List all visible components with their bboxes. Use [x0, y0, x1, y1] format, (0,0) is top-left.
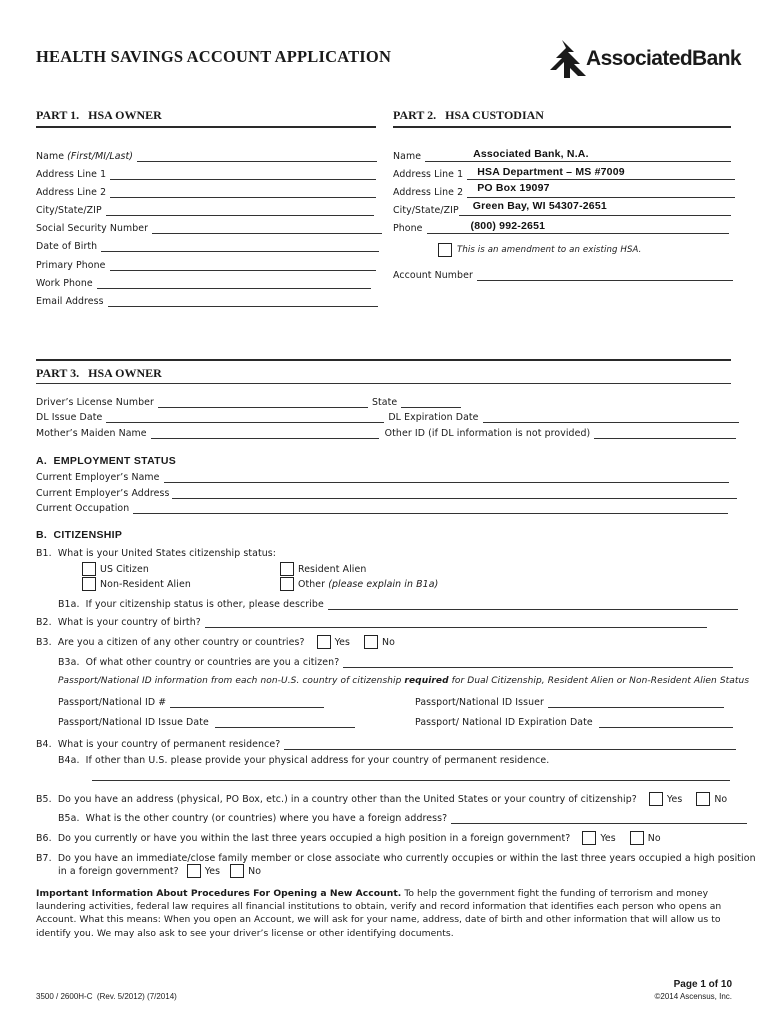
custodian-address2-label: Address Line 2: [393, 187, 464, 198]
employer-name-field[interactable]: [164, 472, 729, 483]
b1a-field[interactable]: [328, 599, 738, 610]
owner-work-phone-field[interactable]: [97, 278, 371, 289]
custodian-name-label: Name: [393, 151, 422, 162]
custodian-address1-field[interactable]: [467, 166, 735, 180]
b3-no-checkbox[interactable]: [364, 635, 378, 649]
passport-exp-date-field[interactable]: [599, 717, 733, 728]
b2-field[interactable]: [205, 617, 707, 628]
maiden-name-field[interactable]: [151, 428, 379, 439]
account-number-label: Account Number: [393, 270, 473, 281]
amendment-label: This is an amendment to an existing HSA.: [457, 245, 642, 255]
b2-question: B2. What is your country of birth?: [36, 617, 201, 628]
b5-no-checkbox[interactable]: [696, 792, 710, 806]
b6-yes-label: Yes: [600, 832, 616, 844]
owner-address2-field[interactable]: [110, 187, 376, 198]
owner-email-label: Email Address: [36, 296, 104, 307]
owner-name-label: Name (First/MI/Last): [36, 151, 134, 162]
b3-yes-checkbox[interactable]: [317, 635, 331, 649]
dl-issue-label: DL Issue Date: [36, 412, 103, 423]
b7-yes-checkbox[interactable]: [187, 864, 201, 878]
passport-note: Passport/National ID information from each non-U.S. country of citizenship required for Dual Citizenship, Resident Alien or Non-Resident Alien Status: [58, 676, 750, 686]
owner-primary-phone-label: Primary Phone: [36, 260, 106, 271]
dl-number-field[interactable]: [158, 397, 368, 408]
owner-ssn-field[interactable]: [152, 223, 382, 234]
passport-note-required: required: [404, 676, 449, 686]
custodian-address1-label: Address Line 1: [393, 169, 464, 180]
b7-no-label: No: [248, 865, 262, 877]
b3a-question: B3a. Of what other country or countries are you a citizen?: [58, 657, 340, 668]
employer-address-label: Current Employer’s Address: [36, 488, 170, 499]
non-resident-checkbox[interactable]: [82, 577, 96, 591]
notice-heading: Important Information About Procedures For Opening a New Account.: [36, 888, 402, 899]
employment-heading: A. EMPLOYMENT STATUS: [36, 455, 177, 467]
dl-number-label: Driver’s License Number: [36, 397, 154, 408]
b6-question: B6. Do you currently or have you within the last three years occupied a high position in a foreign government?: [36, 832, 571, 844]
owner-city-label: City/State/ZIP: [36, 205, 102, 216]
part3-rule: [36, 383, 731, 384]
b4a-question: B4a. If other than U.S. please provide your physical address for your country of permanent residence.: [58, 755, 550, 766]
other-status-checkbox[interactable]: [280, 577, 294, 591]
owner-dob-label: Date of Birth: [36, 241, 98, 252]
passport-id-field[interactable]: [170, 697, 324, 708]
part1-rule: [36, 126, 376, 128]
document-title: HEALTH SAVINGS ACCOUNT APPLICATION: [36, 47, 392, 66]
custodian-address2-value: PO Box 19097: [477, 182, 550, 194]
owner-primary-phone-field[interactable]: [110, 260, 376, 271]
b5-no-label: No: [714, 793, 728, 805]
passport-issuer-field[interactable]: [548, 697, 724, 708]
state-label: State: [371, 397, 398, 408]
custodian-city-label: City/State/ZIP: [393, 205, 459, 216]
b3-yes-label: Yes: [334, 636, 350, 648]
custodian-phone-value: (800) 992-2651: [470, 220, 546, 232]
b5-yes-label: Yes: [666, 793, 683, 805]
b1a-question: B1a. If your citizenship status is other, please describe: [58, 599, 324, 610]
b3-question: B3. Are you a citizen of any other country or countries?: [36, 636, 305, 648]
custodian-name-field[interactable]: [425, 148, 731, 162]
occupation-field[interactable]: [133, 503, 728, 514]
form-number: 3500 / 2600H-C (Rev. 5/2012) (7/2014): [36, 992, 177, 1001]
owner-dob-field[interactable]: [101, 241, 379, 252]
custodian-address1-value: HSA Department – MS #7009: [477, 166, 625, 178]
part2-heading: PART 2. HSA CUSTODIAN: [393, 108, 544, 122]
b5-question: B5. Do you have an address (physical, PO Box, etc.) in a country other than the United States or your country of citizenship?: [36, 793, 637, 805]
state-field[interactable]: [401, 397, 461, 408]
part3-top-rule: [36, 359, 731, 361]
passport-issue-date-label: Passport/National ID Issue Date: [58, 717, 209, 728]
amendment-checkbox[interactable]: [438, 243, 452, 257]
owner-name-field[interactable]: [137, 151, 377, 162]
passport-id-label: Passport/National ID #: [58, 697, 167, 708]
b4-field[interactable]: [284, 739, 736, 750]
custodian-address2-field[interactable]: [467, 182, 735, 198]
b3-no-label: No: [382, 636, 395, 648]
b6-no-checkbox[interactable]: [630, 831, 644, 845]
owner-email-field[interactable]: [108, 296, 378, 307]
owner-address2-label: Address Line 2: [36, 187, 107, 198]
custodian-city-field[interactable]: [459, 200, 731, 216]
b3a-field[interactable]: [343, 657, 733, 668]
other-id-label: Other ID (if DL information is not provided): [384, 428, 591, 439]
dl-expiration-label: DL Expiration Date: [388, 412, 479, 423]
custodian-city-value: Green Bay, WI 54307-2651: [472, 200, 607, 212]
account-number-field[interactable]: [477, 270, 733, 281]
maiden-name-label: Mother’s Maiden Name: [36, 428, 147, 439]
custodian-phone-field[interactable]: [427, 220, 729, 234]
passport-issuer-label: Passport/National ID Issuer: [415, 697, 544, 708]
notice-body: To help the government fight the funding of terrorism and money laundering activities, federal law requires all financial institutions to obtain, verify and record information that identifies each person who opens an Account. What this means: When you open an Account, we will ask for your name, address, date of birth and other information that will allow us to identify you. We may also ask to see your driver’s license or other identifying documents.: [36, 888, 722, 939]
other-id-field[interactable]: [594, 428, 736, 439]
b5-yes-checkbox[interactable]: [649, 792, 663, 806]
b5a-field[interactable]: [451, 813, 747, 824]
occupation-label: Current Occupation: [36, 503, 130, 514]
b7-question: B7. Do you have an immediate/close family member or close associate who currently occupies or within the last three years occupied a high position: [36, 853, 756, 864]
b1-question: B1. What is your United States citizenship status:: [36, 548, 277, 559]
passport-exp-date-label: Passport/ National ID Expiration Date: [415, 717, 593, 728]
us-citizen-label: US Citizen: [100, 563, 149, 575]
b6-no-label: No: [647, 832, 661, 844]
b4a-field[interactable]: [92, 770, 730, 781]
custodian-phone-label: Phone: [393, 223, 423, 234]
owner-name-row: [36, 148, 377, 162]
owner-address1-field[interactable]: [110, 169, 376, 180]
non-resident-label: Non-Resident Alien: [100, 578, 191, 590]
b7-question-cont: in a foreign government?: [58, 865, 179, 877]
other-status-label: Other (please explain in B1a): [298, 578, 439, 590]
part3-heading: PART 3. HSA OWNER: [36, 366, 162, 380]
dl-issue-field[interactable]: [106, 412, 384, 423]
b5a-question: B5a. What is the other country (or countries) where you have a foreign address?: [58, 813, 448, 824]
citizenship-heading: B. CITIZENSHIP: [36, 529, 123, 541]
b7-no-checkbox[interactable]: [230, 864, 244, 878]
dl-expiration-field[interactable]: [483, 412, 739, 423]
owner-ssn-label: Social Security Number: [36, 223, 149, 234]
bank-logo-icon: [548, 38, 588, 80]
passport-issue-date-field[interactable]: [215, 717, 355, 728]
b7-yes-label: Yes: [204, 865, 221, 877]
custodian-name-value: Associated Bank, N.A.: [473, 148, 589, 160]
resident-alien-checkbox[interactable]: [280, 562, 294, 576]
logo-text-rest: Bank: [692, 47, 741, 70]
us-citizen-checkbox[interactable]: [82, 562, 96, 576]
employer-address-field[interactable]: [172, 488, 737, 499]
part1-heading: PART 1. HSA OWNER: [36, 108, 162, 122]
other-status-note: (please explain in B1a): [328, 578, 439, 590]
copyright: ©2014 Ascensus, Inc.: [654, 992, 732, 1001]
associated-bank-logo: [548, 38, 741, 80]
resident-alien-label: Resident Alien: [298, 563, 367, 575]
b4-question: B4. What is your country of permanent residence?: [36, 739, 281, 750]
owner-address1-label: Address Line 1: [36, 169, 107, 180]
employer-name-label: Current Employer’s Name: [36, 472, 160, 483]
owner-city-field[interactable]: [106, 205, 374, 216]
page-number: Page 1 of 10: [673, 979, 732, 990]
b6-yes-checkbox[interactable]: [582, 831, 596, 845]
logo-text-bold: Associated: [586, 47, 693, 70]
owner-work-phone-label: Work Phone: [36, 278, 93, 289]
account-opening-notice: [36, 887, 732, 940]
part2-rule: [393, 126, 731, 128]
